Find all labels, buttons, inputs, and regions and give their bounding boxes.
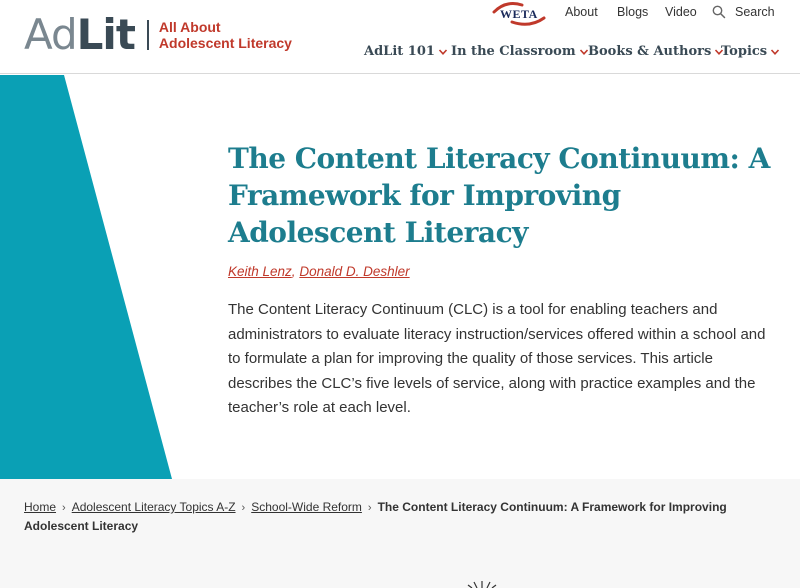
site-logo[interactable] (24, 10, 292, 59)
article-summary: The Content Literacy Continuum (CLC) is a tool for enabling teachers and administrators to evaluate literacy instruction/services offered within a school and to formulate a plan for improving the quality of those services. This article describes the CLC’s five levels of service, along with practice examples and the teacher’s role at each level. (228, 301, 766, 416)
chevron-right-icon: › (62, 502, 66, 514)
search-label: Search (735, 5, 775, 19)
logo-lit: Lit (76, 10, 135, 59)
video-link[interactable]: Video (665, 5, 697, 19)
breadcrumb-topics-az[interactable]: Adolescent Literacy Topics A-Z (71, 500, 236, 514)
chevron-right-icon: › (367, 502, 372, 514)
chevron-down-icon (438, 47, 448, 57)
author-link[interactable]: Donald D. Deshler (299, 264, 410, 279)
breadcrumb-home[interactable]: Home (24, 500, 57, 514)
nav-in-the-classroom[interactable] (451, 44, 589, 59)
nav-label: In the Classroom (451, 44, 576, 59)
breadcrumb-current: The Content Literacy Continuum: A Framework for Improving Adolescent Literacy (24, 500, 727, 533)
about-link[interactable]: About (565, 5, 598, 19)
site-header (0, 0, 800, 74)
nav-topics[interactable] (721, 44, 780, 59)
tagline-line2: Adolescent Literacy (158, 35, 292, 51)
article-authors (228, 264, 410, 279)
weta-logo[interactable] (492, 2, 546, 26)
chevron-right-icon: › (241, 502, 246, 514)
blogs-link[interactable]: Blogs (617, 5, 649, 19)
logo-tagline (159, 19, 292, 51)
chevron-down-icon (770, 47, 780, 57)
breadcrumb-band (0, 479, 800, 588)
nav-adlit-101[interactable] (364, 44, 448, 59)
article-title: The Content Literacy Continuum: A Framework for Improving Adolescent Literacy (228, 142, 770, 249)
nav-label: Books & Authors (588, 44, 712, 59)
weta-label: WETA (500, 7, 538, 21)
breadcrumb (24, 498, 774, 535)
logo-divider (147, 20, 149, 50)
logo-ad: Ad (24, 10, 77, 59)
nav-label: Topics (721, 44, 768, 59)
author-link[interactable]: Keith Lenz (228, 264, 292, 279)
nav-books-authors[interactable] (588, 44, 724, 59)
search-button[interactable] (712, 5, 775, 19)
nav-label: AdLit 101 (364, 44, 435, 59)
tagline-line1: All About (158, 19, 221, 35)
search-icon (712, 5, 726, 19)
sunburst-icon (466, 580, 498, 588)
breadcrumb-school-wide-reform[interactable]: School-Wide Reform (251, 500, 362, 514)
author-separator: , (291, 264, 296, 279)
